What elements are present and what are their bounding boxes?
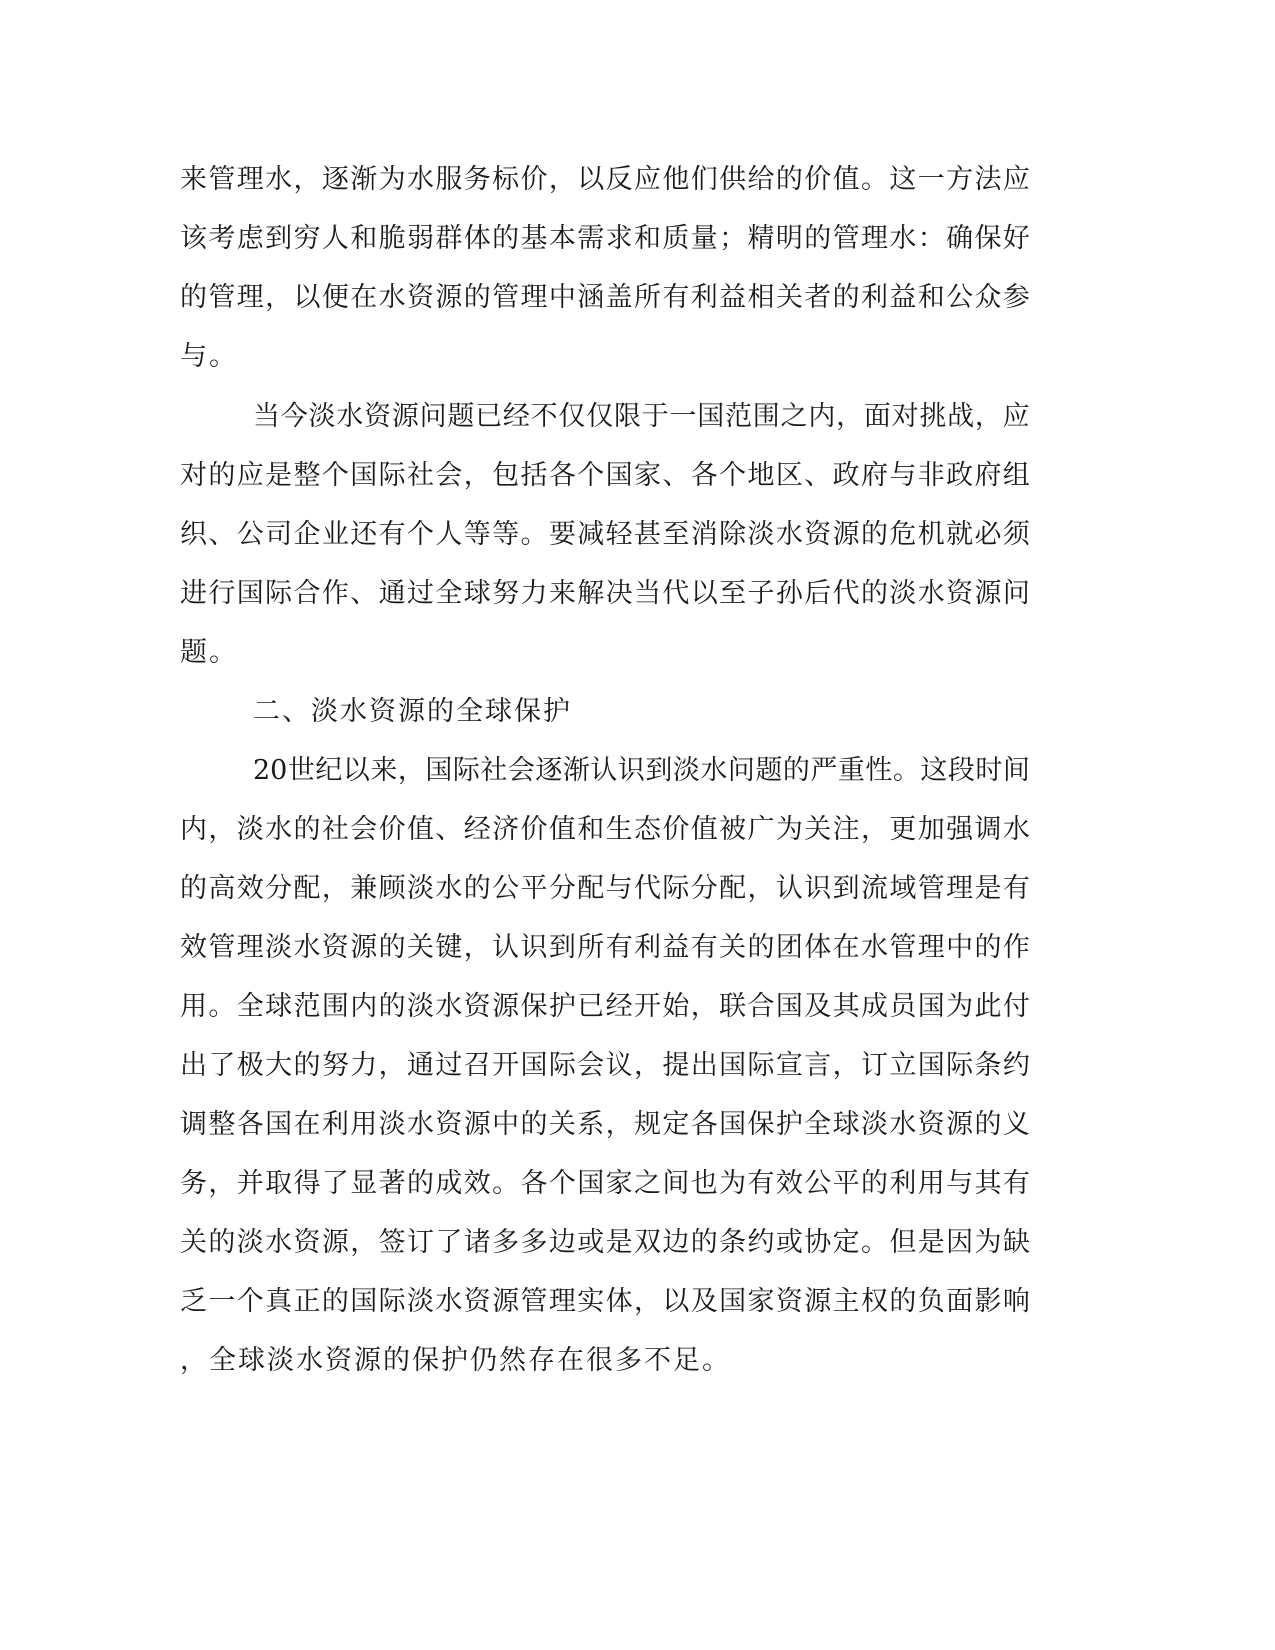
text-line: 织 、 公 司 企 业 还 有 个 人 等 等 。 要 减 轻 甚 至 消 除 淡 水 资 源 的 危 机 就 必 须: [180, 519, 1030, 550]
text-line: 来 管 理 水 ， 逐 渐 为 水 服 务 标 价 ， 以 反 应 他 们 供 给 的 价 值 。 这 一 方 法 应: [180, 164, 1030, 195]
text-line: 效 管 理 淡 水 资 源 的 关 键 ， 认 识 到 所 有 利 益 有 关 的 团 体 在 水 管 理 中 的 作: [180, 932, 1030, 963]
text-line: 进 行 国 际 合 作 、 通 过 全 球 努 力 来 解 决 当 代 以 至 子 孙 后 代 的 淡 水 资 源 问: [180, 578, 1030, 609]
text-line: 用 。 全 球 范 围 内 的 淡 水 资 源 保 护 已 经 开 始 ， 联 合 国 及 其 成 员 国 为 此 付: [180, 991, 1030, 1022]
text-line: ，全球淡水资源的保护仍然存在很多不足。: [180, 1345, 731, 1376]
text-line: 对 的 应 是 整 个 国 际 社 会 ， 包 括 各 个 国 家 、 各 个 地 区 、 政 府 与 非 政 府 组: [180, 460, 1030, 491]
text-line: 关 的 淡 水 资 源 ， 签 订 了 诸 多 多 边 或 是 双 边 的 条 约 或 协 定 。 但 是 因 为 缺: [180, 1227, 1030, 1258]
text-line: 与。: [180, 341, 238, 372]
text-line: 调 整 各 国 在 利 用 淡 水 资 源 中 的 关 系 ， 规 定 各 国 保 护 全 球 淡 水 资 源 的 义: [180, 1109, 1030, 1140]
text-line: 当 今 淡 水 资 源 问 题 已 经 不 仅 仅 限 于 一 国 范 围 之 内 ， 面 对 挑 战 ， 应: [253, 401, 1030, 432]
text-line: 20 世 纪 以 来 ， 国 际 社 会 逐 渐 认 识 到 淡 水 问 题 的 严 重 性 。 这 段 时 间: [253, 755, 1030, 786]
text-line: 务 ， 并 取 得 了 显 著 的 成 效 。 各 个 国 家 之 间 也 为 有 效 公 平 的 利 用 与 其 有: [180, 1168, 1030, 1199]
section-heading: 二、淡水资源的全球保护: [253, 696, 572, 727]
text-line: 乏 一 个 真 正 的 国 际 淡 水 资 源 管 理 实 体 ， 以 及 国 家 资 源 主 权 的 负 面 影 响: [180, 1286, 1030, 1317]
text-line: 出 了 极 大 的 努 力 ， 通 过 召 开 国 际 会 议 ， 提 出 国 际 宣 言 ， 订 立 国 际 条 约: [180, 1050, 1030, 1081]
text-line: 的 管 理 ， 以 便 在 水 资 源 的 管 理 中 涵 盖 所 有 利 益 相 关 者 的 利 益 和 公 众 参: [180, 282, 1030, 313]
text-line: 题。: [180, 637, 238, 668]
text-line: 的 高 效 分 配 ， 兼 顾 淡 水 的 公 平 分 配 与 代 际 分 配 ， 认 识 到 流 域 管 理 是 有: [180, 873, 1030, 904]
text-line: 该 考 虑 到 穷 人 和 脆 弱 群 体 的 基 本 需 求 和 质 量 ； 精 明 的 管 理 水 ： 确 保 好: [180, 223, 1030, 254]
text-line: 内 ， 淡 水 的 社 会 价 值 、 经 济 价 值 和 生 态 价 值 被 广 为 关 注 ， 更 加 强 调 水: [180, 814, 1030, 845]
